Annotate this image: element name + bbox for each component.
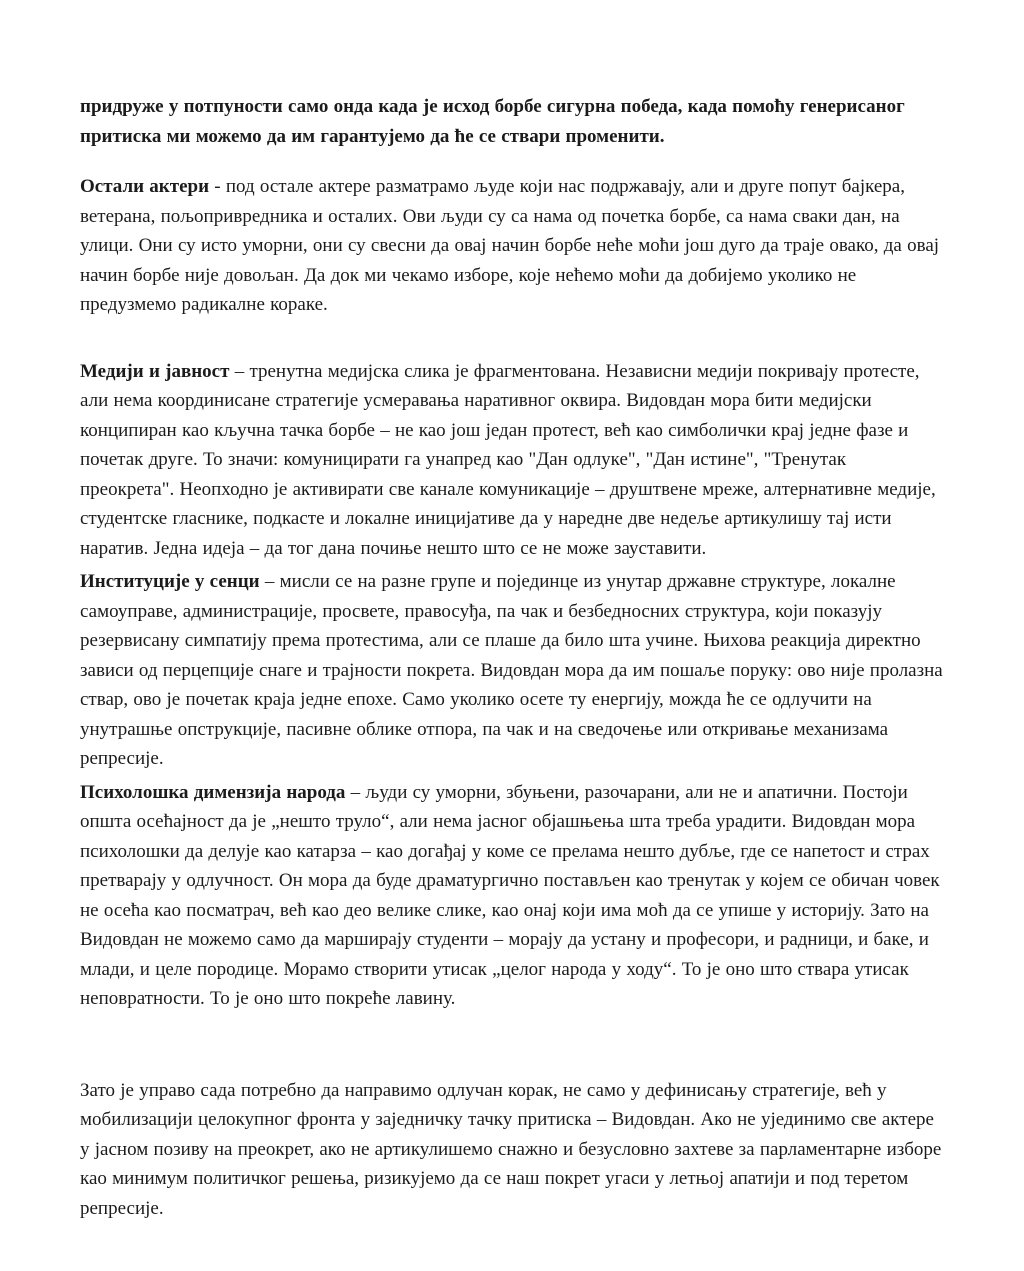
paragraph-conclusion — [80, 1076, 945, 1224]
paragraph-media-public — [80, 357, 945, 564]
paragraph-body: – тренутна медијска слика је фрагментована. Независни медији покривају протесте, али нема координисане стратегије усмеравања наративног оквира. Видовдан мора бити медијски конципиран као кључна тачка борбе – не као још један протест, већ као симболички крај једне фазе и почетак друге. То значи: комуницирати га унапред као "Дан одлуке", "Дан истине", "Тренутак преокрета". Неопходно је активирати све канале комуникације – друштвене мреже, алтернативне медије, студентске гласнике, подкасте и локалне иницијативе да у наредне две недеље артикулишу тај исти наратив. Једна идеја – да тог дана почиње нешто што се не може зауставити. — [80, 360, 936, 559]
paragraph-other-actors — [80, 172, 945, 320]
paragraph-intro-bold — [80, 92, 945, 151]
paragraph-body: – људи су уморни, збуњени, разочарани, али не и апатични. Постоји општа осећајност да је „нешто труло“, али нема јасног објашњења шта треба урадити. Видовдан мора психолошки да делује као катарза – као догађај у коме се прелама нешто дубље, где се напетост и страх претварају у одлучност. Он мора да буде драматургично постављен као тренутак у којем се обичан човек не осећа као посматрач, већ као део велике слике, као онај који има моћ да се упише у историју. Зато на Видовдан не можемо само да марширају студенти – морају да устану и професори, и радници, и баке, и млади, и целе породице. Морамо створити утисак „целог народа у ходу“. То је оно што ствара утисак неповратности. То је оно што покреће лавину. — [80, 781, 940, 1009]
paragraph-body: Зато је управо сада потребно да направимо одлучан корак, не само у дефинисању стратегије, већ у мобилизацији целокупног фронта у заједничку тачку притиска – Видовдан. Ако не ујединимо све актере у јасном позиву на преокрет, ако не артикулишемо снажно и безусловно захтеве за парламентарне изборе као минимум политичког решења, ризикујемо да се наш покрет угаси у летњој апатији и под теретом репресије. — [80, 1079, 942, 1219]
paragraph-psychological-dimension — [80, 778, 945, 1014]
paragraph-lead: Психолошка димензија народа — [80, 781, 346, 803]
document-body — [80, 92, 945, 1223]
paragraph-lead: придруже у потпуности само онда када је исход борбе сигурна победа, када помоћу генерисаног притиска ми можемо да им гарантујемо да ће се ствари променити. — [80, 96, 905, 147]
paragraph-lead: Медији и јавност — [80, 360, 230, 382]
paragraph-body: – мисли се на разне групе и појединце из унутар државне структуре, локалне самоуправе, администрације, просвете, правосуђа, па чак и безбедносних структура, који показују резервисану симпатију према протестима, али се плаше да било шта учине. Њихова реакција директно зависи од перцепције снаге и трајности покрета. Видовдан мора да им пошаље поруку: ово није пролазна ствар, ово је почетак краја једне епохе. Само уколико осете ту енергију, можда ће се одлучити на унутрашње опструкције, пасивне облике отпора, па чак и на сведочење или откривање механизама репресије. — [80, 571, 943, 769]
paragraph-body: - под остале актере разматрамо људе који нас подржавају, али и друге попут бајкера, ветерана, пољопривредника и осталих. Ови људи су са нама од почетка борбе, са нама сваки дан, на улици. Они су исто уморни, они су свесни да овај начин борбе неће моћи још дуго да траје овако, да овај начин борбе није довољан. Да док ми чекамо изборе, које нећемо моћи да добијемо уколико не предузмемо радикалне кораке. — [80, 176, 940, 315]
paragraph-shadow-institutions — [80, 567, 945, 774]
paragraph-lead: Остали актери — [80, 176, 210, 197]
paragraph-lead: Институције у сенци — [80, 571, 260, 592]
